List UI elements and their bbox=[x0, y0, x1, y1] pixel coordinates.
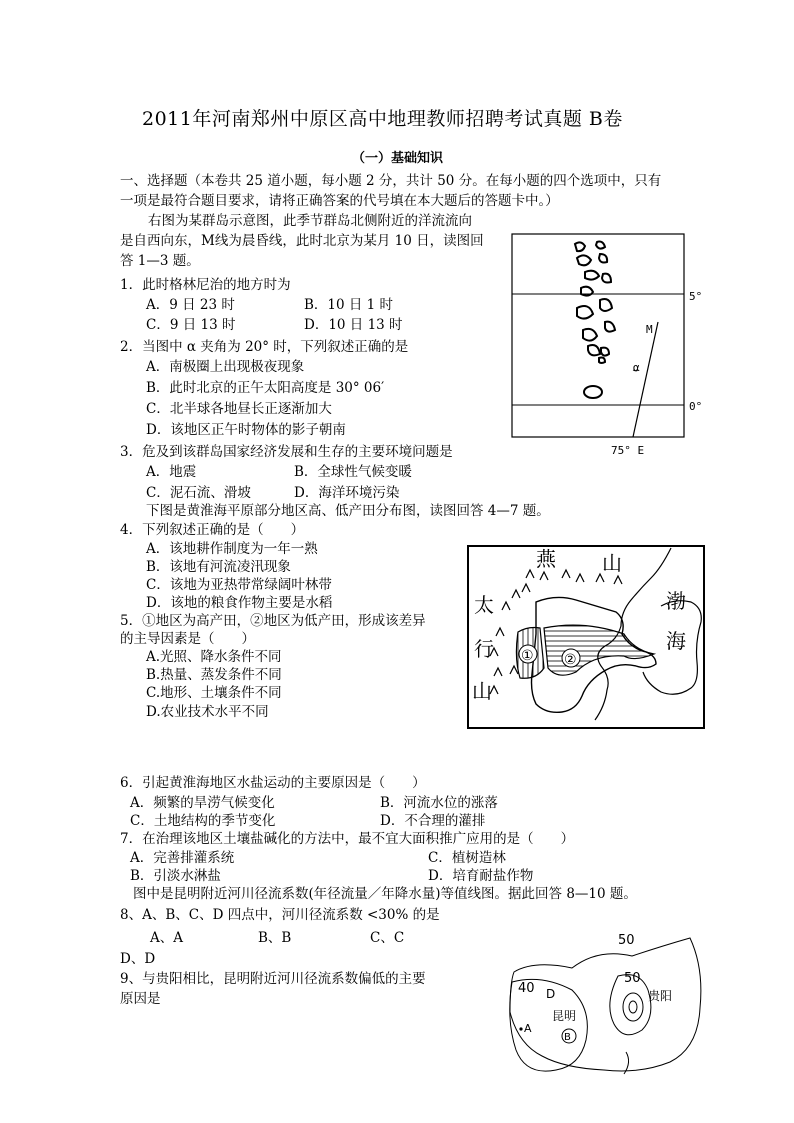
q5-option-c: C.地形、土壤条件不同 bbox=[146, 685, 282, 701]
q3-option-a: A．地震 bbox=[146, 464, 197, 480]
q1-option-a: A．9 日 23 时 bbox=[146, 297, 235, 313]
mountain-label-shan: 山 bbox=[602, 551, 622, 575]
q8-option-a: A、A bbox=[150, 930, 183, 946]
terminator-label: M bbox=[646, 323, 653, 336]
q3-stem: 3．危及到该群岛国家经济发展和生存的主要环境问题是 bbox=[120, 444, 453, 460]
passage1-line-3: 答 1—3 题。 bbox=[120, 253, 200, 269]
q1-stem: 1．此时格林尼治的地方时为 bbox=[120, 277, 291, 293]
city-kunming: 昆明 bbox=[552, 1009, 577, 1023]
iso-label-40: 40 bbox=[518, 981, 535, 996]
city-guiyang: 贵阳 bbox=[648, 989, 673, 1003]
taihang-label-3: 山 bbox=[472, 679, 492, 703]
q7-option-a: A．完善排灌系统 bbox=[130, 850, 235, 866]
q5-stem-2: 的主导因素是（ ） bbox=[120, 631, 255, 647]
q6-option-b: B．河流水位的涨落 bbox=[380, 795, 498, 811]
sea-label-bo: 渤 bbox=[666, 589, 686, 613]
q4-option-c: C．该地为亚热带常绿阔叶林带 bbox=[146, 577, 332, 593]
q9-stem-2: 原因是 bbox=[120, 991, 161, 1007]
q5-option-a: A.光照、降水条件不同 bbox=[146, 649, 282, 665]
q8-option-c: C、C bbox=[370, 930, 405, 946]
islands bbox=[575, 242, 615, 398]
lon-label: 75° E bbox=[611, 444, 645, 457]
taihang-label-1: 太 bbox=[474, 593, 494, 617]
lat-label-5: 5° bbox=[689, 290, 703, 303]
q5-option-d: D.农业技术水平不同 bbox=[146, 704, 269, 720]
q4-option-d: D．该地的粮食作物主要是水稻 bbox=[146, 595, 333, 611]
sea-label-hai: 海 bbox=[666, 629, 686, 653]
passage1-line-2: 是自西向东，M线为晨昏线，此时北京为某月 10 日，读图回 bbox=[120, 233, 484, 249]
q3-option-b: B．全球性气候变暖 bbox=[294, 464, 412, 480]
passage2: 下图是黄淮海平原部分地区高、低产田分布图，读图回答 4—7 题。 bbox=[146, 503, 550, 519]
q8-stem: 8、A、B、C、D 四点中，河川径流系数 <30% 的是 bbox=[120, 907, 440, 923]
intro-line-1: 一、选择题（本卷共 25 道小题，每小题 2 分，共计 50 分。在每小题的四个选项中，只有 bbox=[120, 173, 662, 189]
taihang-label-2: 行 bbox=[474, 637, 494, 661]
iso-label-50-top: 50 bbox=[618, 933, 635, 948]
q4-option-a: A．该地耕作制度为一年一熟 bbox=[146, 541, 318, 557]
region-2-label: ② bbox=[564, 652, 577, 668]
region-2 bbox=[544, 625, 654, 675]
point-d-label: D bbox=[546, 987, 556, 1001]
lat-label-0: 0° bbox=[689, 400, 703, 413]
passage3: 图中是昆明附近河川径流系数(年径流量／年降水量)等值线图。据此回答 8—10 题。 bbox=[133, 886, 637, 902]
plain-map bbox=[466, 544, 708, 732]
passage1-line-1: 右图为某群岛示意图，此季节群岛北侧附近的洋流流向 bbox=[148, 213, 472, 229]
q2-option-b: B．此时北京的正午太阳高度是 30° 06′ bbox=[146, 380, 385, 396]
q7-option-c: C．植树造林 bbox=[428, 850, 506, 866]
q5-option-b: B.热量、蒸发条件不同 bbox=[146, 667, 282, 683]
q1-option-c: C．9 日 13 时 bbox=[146, 317, 236, 333]
point-a-label: A bbox=[524, 1022, 532, 1035]
q7-option-b: B．引淡水淋盐 bbox=[130, 868, 221, 884]
q8-option-d: D、D bbox=[120, 951, 156, 967]
region-1-label: ① bbox=[521, 648, 534, 664]
terminator-line bbox=[633, 322, 658, 437]
isoline-outer bbox=[510, 938, 701, 1071]
q2-option-a: A．南极圈上出现极夜现象 bbox=[146, 359, 305, 375]
point-b-label: B bbox=[564, 1032, 571, 1043]
q6-option-c: C．土地结构的季节变化 bbox=[130, 813, 276, 829]
iso-label-50-right: 50 bbox=[624, 971, 641, 986]
island-map bbox=[505, 230, 720, 462]
angle-label: α bbox=[633, 361, 640, 374]
q6-option-a: A．频繁的旱涝气候变化 bbox=[130, 795, 275, 811]
isoline-map bbox=[490, 924, 704, 1096]
q4-stem: 4．下列叙述正确的是（ ） bbox=[120, 522, 305, 538]
page-title: 2011年河南郑州中原区高中地理教师招聘考试真题 B卷 bbox=[142, 108, 623, 130]
q3-option-c: C．泥石流、滑坡 bbox=[146, 485, 251, 501]
q9-stem-1: 9、与贵阳相比，昆明附近河川径流系数偏低的主要 bbox=[120, 971, 426, 987]
q5-stem-1: 5．①地区为高产田，②地区为低产田，形成该差异 bbox=[120, 613, 426, 629]
section-heading: （一）基础知识 bbox=[352, 151, 444, 166]
q2-option-d: D．该地区正午时物体的影子朝南 bbox=[146, 422, 346, 438]
q7-option-d: D．培育耐盐作物 bbox=[428, 868, 534, 884]
q8-option-b: B、B bbox=[258, 930, 292, 946]
q7-stem: 7．在治理该地区土壤盐碱化的方法中，最不宜大面积推广应用的是（ ） bbox=[120, 831, 575, 847]
q6-option-d: D．不合理的灌排 bbox=[380, 813, 486, 829]
q2-option-c: C．北半球各地昼长正逐渐加大 bbox=[146, 401, 332, 417]
q6-stem: 6．引起黄淮海地区水盐运动的主要原因是（ ） bbox=[120, 775, 426, 791]
q1-option-b: B．10 日 1 时 bbox=[304, 297, 394, 313]
mountain-label-yan: 燕 bbox=[536, 547, 556, 571]
q2-stem: 2．当图中 α 夹角为 20° 时，下列叙述正确的是 bbox=[120, 339, 409, 355]
q4-option-b: B．该地有河流凌汛现象 bbox=[146, 559, 291, 575]
q1-option-d: D．10 日 13 时 bbox=[304, 317, 403, 333]
intro-line-2: 一项是最符合题目要求，请将正确答案的代号填在本大题后的答题卡中。） bbox=[120, 193, 559, 209]
q3-option-d: D．海洋环境污染 bbox=[294, 485, 400, 501]
